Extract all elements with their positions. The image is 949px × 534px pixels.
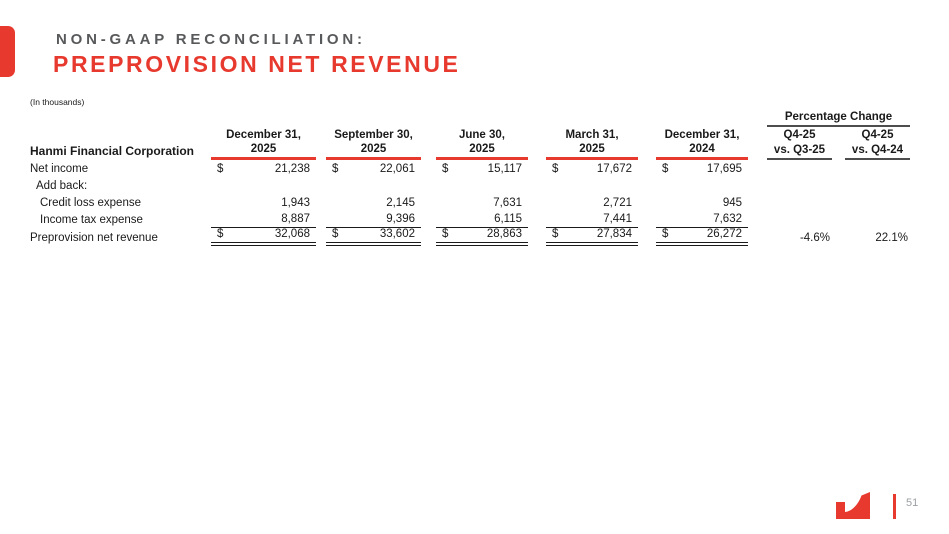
table-row	[30, 160, 910, 177]
cell-value: $ 17,695	[662, 163, 742, 175]
table-row	[30, 127, 910, 143]
cell-pct: 22.1%	[875, 232, 908, 244]
col-header: December 31,	[664, 129, 740, 141]
cell-value: 2,145	[386, 197, 415, 209]
cell-value: 1,943	[281, 197, 310, 209]
table-row	[30, 177, 910, 194]
cell-total: $ 32,068	[211, 228, 316, 246]
col-header: March 31,	[565, 129, 619, 141]
col-header-year: 2024	[656, 143, 748, 160]
cell-total: $ 27,834	[546, 228, 638, 246]
cell-total: $ 33,602	[326, 228, 421, 246]
cell-value: 7,632	[656, 213, 748, 228]
cell-value: 7,441	[546, 213, 638, 228]
table-row	[30, 143, 910, 160]
cell-value: 9,396	[326, 213, 421, 228]
reconciliation-table	[30, 109, 910, 246]
pct-col-subheader: vs. Q4-24	[845, 144, 910, 160]
cell-value: 2,721	[603, 197, 632, 209]
cell-value: 945	[722, 197, 742, 209]
cell-value: 8,887	[211, 213, 316, 228]
pct-group-header: Percentage Change	[767, 111, 910, 127]
row-label: Net income	[30, 163, 89, 175]
cell-value: 7,631	[493, 197, 522, 209]
cell-pct: -4.6%	[799, 232, 830, 244]
row-label: Credit loss expense	[40, 197, 141, 209]
col-header-year: 2025	[436, 143, 528, 160]
table-row	[30, 109, 910, 127]
page-number: 51	[906, 497, 919, 509]
cell-value: $ 15,117	[442, 163, 522, 175]
cell-value: 6,115	[436, 213, 528, 228]
cell-total: $ 26,272	[656, 228, 748, 246]
pct-col-subheader: vs. Q3-25	[767, 144, 832, 160]
row-label: Income tax expense	[40, 214, 143, 226]
slide-kicker: NON-GAAP RECONCILIATION:	[56, 31, 366, 48]
row-label: Preprovision net revenue	[30, 232, 158, 244]
units-note: (In thousands)	[30, 97, 85, 107]
table-row	[30, 228, 910, 246]
footer-divider	[893, 494, 896, 519]
hanmi-logo-icon	[836, 492, 878, 519]
row-label: Add back:	[36, 180, 88, 192]
cell-total: $ 28,863	[436, 228, 528, 246]
cell-value: $ 17,672	[552, 163, 632, 175]
col-header-year: 2025	[211, 143, 316, 160]
accent-bar	[0, 26, 15, 77]
table-row	[30, 194, 910, 211]
pct-col-header: Q4-25	[861, 129, 894, 141]
col-header: September 30,	[334, 129, 413, 141]
entity-name: Hanmi Financial Corporation	[30, 144, 195, 158]
col-header-year: 2025	[326, 143, 421, 160]
cell-value: $ 22,061	[332, 163, 415, 175]
col-header: December 31,	[226, 129, 301, 141]
table-row	[30, 211, 910, 228]
col-header: June 30,	[458, 129, 506, 141]
pct-col-header: Q4-25	[783, 129, 816, 141]
cell-value: $ 21,238	[217, 163, 310, 175]
col-header-year: 2025	[546, 143, 638, 160]
page-title: PREPROVISION NET REVENUE	[53, 51, 461, 77]
